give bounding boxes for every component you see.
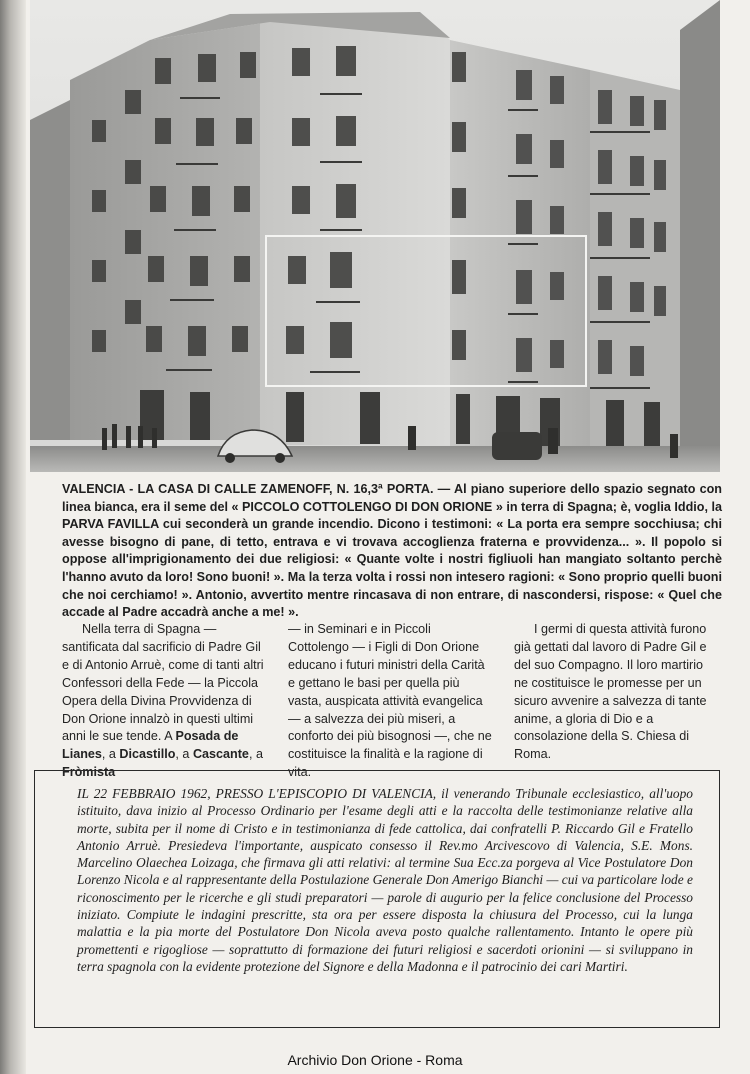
article-col1-text: Nella terra di Spagna — santificata dal sacrificio di Padre Gil e di Antonio Arruè, come di tanti altri Confessori della Fede — la Piccola Opera della Divina Provvidenza di Don Orione innalzò in questi ultimi anni le sue tende. A [62, 622, 264, 744]
article-column-2 [288, 621, 492, 782]
place-dicastillo: Dicastillo [119, 747, 176, 762]
place-posada: Posada de Lianes [62, 729, 239, 762]
article-paragraph-1 [62, 621, 266, 782]
separator-2: , a [175, 747, 193, 762]
article-paragraph-2: — in Seminari e in Piccoli Cottolengo — i Figli di Don Orione educano i futuri ministri della Carità e gettano le basi per quella più vasta, auspicata attività evangelica — a salvezza dei più miseri, a conforto dei più bisognosi —, che ne costituisce la finalità e la ragione di vita. [288, 622, 492, 780]
process-notice-box [34, 770, 720, 1028]
separator-1: , a [101, 747, 120, 762]
caption-lead: VALENCIA - LA CASA DI CALLE ZAMENOFF, N. 16,3ª PORTA. — [62, 482, 451, 496]
article-column-1 [62, 621, 266, 782]
article-column-3 [514, 621, 718, 764]
article-paragraph-3: I germi di questa attività furono già gettati dal lavoro di Padre Gil e del suo Compagno. Il loro martirio ne costituisce le promesse per un sicuro avvenire a salvezza di tante anime, a gloria di Dio e a consolazione della S. Chiesa di Roma. [514, 622, 707, 762]
place-fromista: Fròmista [62, 765, 116, 780]
caption-body: Al piano superiore dello spazio segnato con linea bianca, era il seme del « PICCOLO COTTOLENGO DI DON ORIONE » in terra di Spagna; è, voglia Iddio, la PARVA FAVILLA cui seconderà un grande incendio. Dicono i testimoni: « La porta era sempre socchiusa; chi avesse bisogno di pane, di tetto, entrava e vi trovava accoglienza fraterna e provvidenza... ». Il popolo si oppose all'imprigionamento dei due religiosi: « Quante volte i nostri figliuoli han mangiato soltanto perchè l'hanno avuto da loro! Sono buoni! ». Ma la terza volta i rossi non intesero ragioni: « Sono proprio quelli buoni che noi cerchiamo! ». Antonio, avvertito mentre rincasava di non entrare, di nascondersi, rispose: « Quel che accade al Padre accadrà anche a me! ». [62, 482, 722, 620]
process-notice-text: IL 22 FEBBRAIO 1962, PRESSO L'EPISCOPIO DI VALENCIA, il venerando Tribunale ecclesiastico, all'uopo istituito, dava inizio al Processo Ordinario per l'esame degli atti e la raccolta delle testimonianze relative alla morte, subita per il nome di Cristo e in testimonianza di fede cattolica, dai confratelli P. Riccardo Gil e Fratello Antonio Arruè. Presiedeva l'importante, auspicato consesso il Rev.mo Arcivescovo di Valencia, S.E. Mons. Marcelino Olaechea Loizaga, che firmava gli atti relativi: al termine Sua Ecc.za porgeva al Vice Postulatore Don Lorenzo Nicola e al rappresentante della Postulazione Generale Don Amerigo Bianchi — cui va particolare lode e riconoscimento per le ricerche e gli studi preparatori — parole di augurio per la felice conclusione del Processo iniziato. Compiute le indagini prescritte, sta ora per essere disposta la chiusura del Processo, cui la lunga malattia e la pia morte del Postulatore Don Nicola aveva posto qualche rallentamento. Intanto le opere più promettenti e rigogliose — soprattutto di formazione dei futuri religiosi e sacerdoti orionini — si sviluppano in terra spagnola con la evidente protezione del Signore e della Madonna e il patrocinio dei cari Martiri. [77, 786, 693, 974]
archive-footer: Archivio Don Orione - Roma [287, 1052, 463, 1068]
separator-3: , a [248, 747, 263, 762]
place-cascante: Cascante [192, 747, 249, 762]
article-columns [62, 621, 722, 780]
photo-caption [62, 481, 722, 622]
building-photo [30, 0, 720, 472]
page-binding-shadow [0, 0, 26, 1074]
